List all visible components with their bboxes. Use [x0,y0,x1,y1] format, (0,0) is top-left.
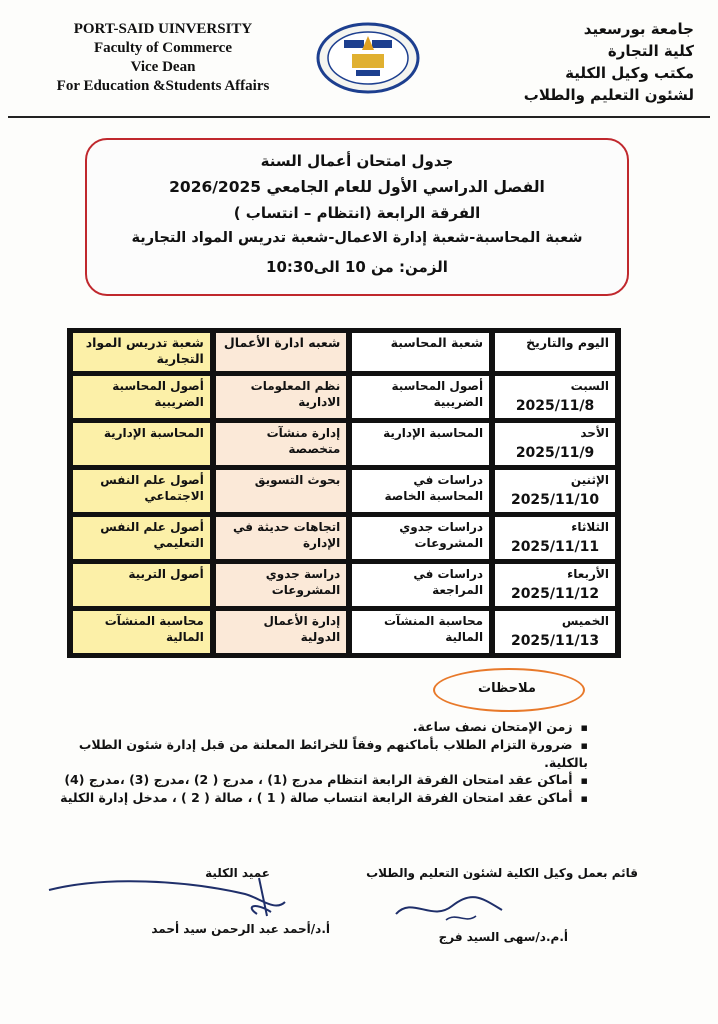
header-management: شعبه ادارة الأعمال [216,333,346,371]
faculty-name-en: Faculty of Commerce [93,40,232,56]
table-row [73,376,615,418]
day-name: الأحد [580,426,609,440]
table-row [73,470,615,512]
note-item: ▪ زمن الإمتحان نصف ساعة. [48,718,588,736]
header-accounting: شعبة المحاسبة [352,333,489,371]
teaching-subject: أصول علم النفس الاجتماعي [73,470,210,512]
exam-date: 2025/11/13 [510,633,600,649]
exam-title: جدول امتحان أعمال السنة [260,152,454,170]
management-subject: دراسة جدوي المشروعات [216,564,346,606]
semester-line: الفصل الدراسي الأول للعام الجامعي 2026/2025 [169,178,545,196]
table-row [73,611,615,653]
management-subject: إدارة الأعمال الدولية [216,611,346,653]
divisions-line: شعبة المحاسبة-شعبة إدارة الاعمال-شعبة تدريس المواد التجارية [131,230,583,246]
notes-title: ملاحظات [478,681,536,696]
day-name: الخميس [561,614,609,628]
note-item: ▪ ضرورة التزام الطلاب بأماكنهم وفقاً للخرائط المعلنة من قبل إدارة شئون الطلاب بالكلية. [48,736,588,771]
management-subject: اتجاهات حديثة في الإدارة [216,517,346,559]
vice-dean-en: Vice Dean [130,59,196,75]
accounting-subject: أصول المحاسبة الضريبية [352,376,489,418]
table-row [73,423,615,465]
accounting-subject: محاسبة المنشآت المالية [352,611,489,653]
notes-list [48,718,588,807]
level-line: الفرقة الرابعة (انتظام – انتساب ) [233,204,481,222]
day-cell [495,376,615,418]
arabic-letterhead [504,18,694,106]
exam-title-box [85,138,629,296]
vice-dean-office-ar: مكتب وكيل الكلية [565,64,694,82]
accounting-subject: دراسات في المراجعة [352,564,489,606]
header-day-date: اليوم والتاريخ [495,333,615,371]
teaching-subject: أصول علم النفس التعليمي [73,517,210,559]
vice-dean-name: أ.م.د/سهى السيد فرج [438,930,568,944]
vice-dean-signature-icon [392,892,512,932]
table-row [73,517,615,559]
accounting-subject: المحاسبة الإدارية [352,423,489,465]
note-item: ▪ أماكن عقد امتحان الفرقة الرابعة انتظام مدرج (1) ، مدرج ( 2) ،مدرج (3) ،مدرج (4) [48,771,588,789]
exam-date: 2025/11/9 [515,445,595,461]
exam-date: 2025/11/12 [510,586,600,602]
english-letterhead [28,20,298,96]
header-teaching: شعبة تدريس المواد التجارية [73,333,210,371]
day-cell [495,564,615,606]
exam-date: 2025/11/10 [510,492,600,508]
university-name-ar: جامعة بورسعيد [583,20,694,38]
day-name: الثلاثاء [571,520,609,534]
dean-signature-icon [45,872,295,922]
exam-schedule-table [67,328,621,658]
management-subject: بحوث التسويق [216,470,346,512]
day-name: الإثنين [570,473,609,487]
university-name-en: PORT-SAID UINVERSITY [73,21,253,37]
header-divider [8,116,710,118]
accounting-subject: دراسات جدوي المشروعات [352,517,489,559]
faculty-name-ar: كلية التجارة [607,42,694,60]
affairs-en: For Education &Students Affairs [56,78,270,94]
day-cell [495,470,615,512]
affairs-ar: لشئون التعليم والطلاب [523,86,694,104]
dean-title: عميد الكلية [205,866,270,880]
accounting-subject: دراسات في المحاسبة الخاصة [352,470,489,512]
teaching-subject: المحاسبة الإدارية [73,423,210,465]
day-cell [495,423,615,465]
teaching-subject: محاسبة المنشآت المالية [73,611,210,653]
day-name: الأربعاء [567,567,609,581]
exam-date: 2025/11/8 [515,398,595,414]
management-subject: نظم المعلومات الادارية [216,376,346,418]
day-cell [495,611,615,653]
management-subject: إدارة منشآت متخصصة [216,423,346,465]
teaching-subject: أصول التربية [73,564,210,606]
table-header-row [73,333,615,371]
day-cell [495,517,615,559]
note-item: ▪ أماكن عقد امتحان الفرقة الرابعة انتساب صالة ( 1 ) ، صالة ( 2 ) ، مدخل إدارة الكلية [48,789,588,807]
teaching-subject: أصول المحاسبة الضريبية [73,376,210,418]
time-line: الزمن: من 10 الى10:30 [266,258,448,276]
exam-date: 2025/11/11 [510,539,600,555]
faculty-logo-icon [316,22,420,94]
vice-dean-title: قائم بعمل وكيل الكلية لشئون التعليم والطلاب [366,866,638,880]
day-name: السبت [570,379,609,393]
dean-name: أ.د/أحمد عبد الرحمن سيد أحمد [151,922,330,936]
table-row [73,564,615,606]
